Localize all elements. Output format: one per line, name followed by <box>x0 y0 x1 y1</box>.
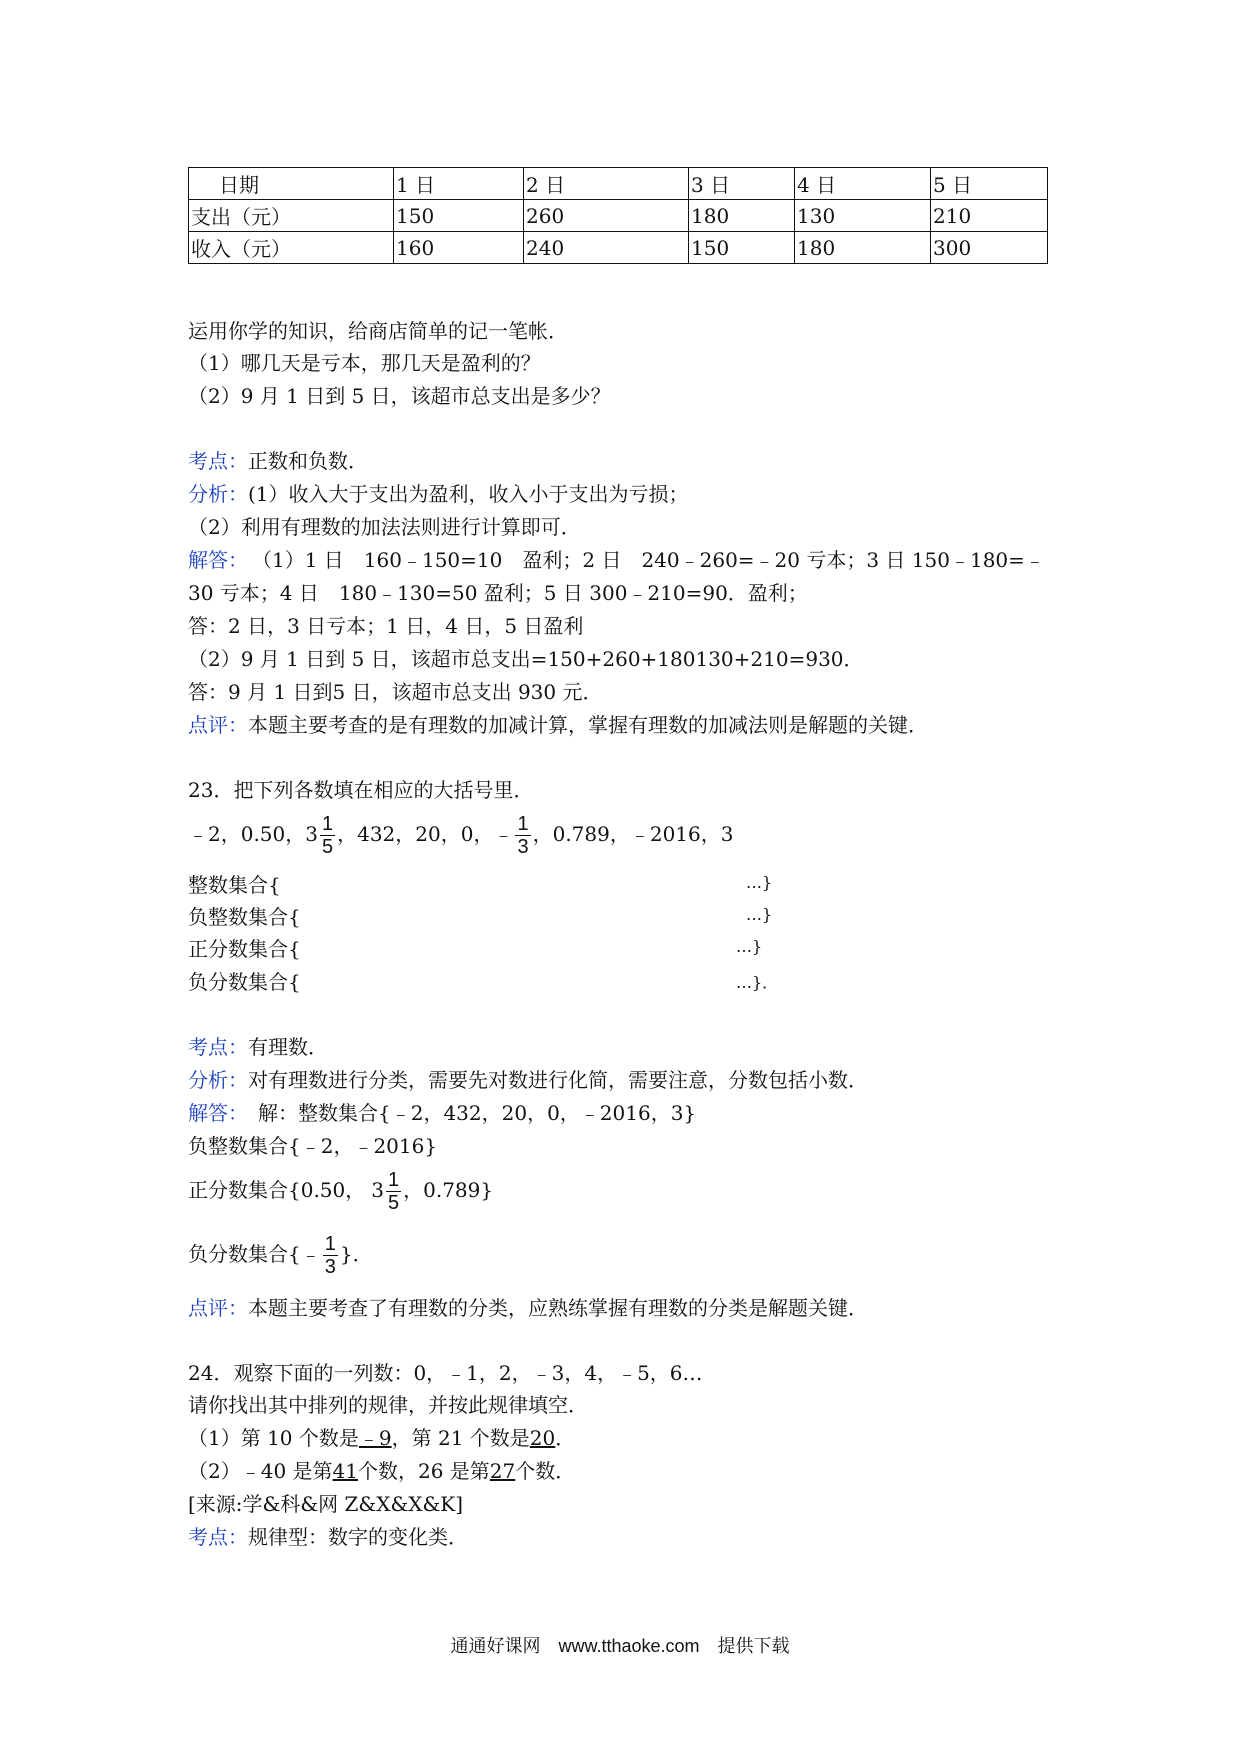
table-cell: 150 <box>394 200 524 232</box>
jieda-label: 解答： <box>188 1101 238 1125</box>
q24-part1 <box>188 1426 575 1450</box>
table-cell: 日期 <box>189 168 394 200</box>
q24-part2 <box>188 1459 575 1483</box>
table-cell: 180 <box>689 200 795 232</box>
table-cell: 210 <box>931 200 1048 232</box>
income-expense-table <box>188 167 1048 264</box>
numbers-part-a: ﹣2，0.50，3 <box>188 822 318 846</box>
q24-title: 24．观察下面的一列数：0，﹣1，2，﹣3，4，﹣5，6… <box>188 1361 703 1385</box>
table-cell: 240 <box>524 232 689 264</box>
q23-numbers <box>188 808 733 860</box>
table-cell: 2 日 <box>524 168 689 200</box>
part1-text-a: （1）第 10 个数是 <box>188 1426 359 1450</box>
answer-blank: ﹣9 <box>358 1426 392 1450</box>
jieda-4-part-a: 负分数集合{﹣ <box>188 1242 321 1266</box>
set-integers: 整数集合{ <box>188 873 281 897</box>
q24-intro: 请你找出其中排列的规律，并按此规律填空． <box>188 1393 588 1417</box>
q23-jieda-2: 负整数集合{﹣2，﹣2016} <box>188 1134 438 1158</box>
q22-dianping <box>188 713 928 737</box>
jieda-3-part-a: 正分数集合{0.50， <box>188 1178 366 1202</box>
jieda-text: 解：整数集合{﹣2，432，20，0，﹣2016，3} <box>238 1101 697 1125</box>
q22-fenxi-2: （2）利用有理数的加法法则进行计算即可． <box>188 515 581 539</box>
table-row <box>189 200 1048 232</box>
set-negative-integers: 负整数集合{ <box>188 905 301 929</box>
table-cell: 1 日 <box>394 168 524 200</box>
dianping-label: 点评： <box>188 1296 248 1320</box>
jieda-3-part-b: ，0.789} <box>403 1178 494 1202</box>
table-cell: 收入（元） <box>189 232 394 264</box>
q22-kaodian <box>188 449 368 473</box>
q22-fenxi <box>188 482 689 506</box>
kaodian-label: 考点： <box>188 1035 248 1059</box>
q22-answer-2: 答：9 月 1 日到5 日，该超市总支出 930 元． <box>188 680 603 704</box>
q23-jieda <box>188 1101 696 1125</box>
kaodian-label: 考点： <box>188 1525 248 1549</box>
q22-jieda-3: （2）9 月 1 日到 5 日，该超市总支出=150+260+180130+210=930． <box>188 647 864 671</box>
set-negative-fractions-end: …}． <box>736 973 779 992</box>
fenxi-label: 分析： <box>188 1068 248 1092</box>
fraction-one-fifth: $\frac{1}{5}$ <box>388 1169 400 1214</box>
page-footer: 通通好课网 www.tthaoke.com 提供下载 <box>450 1636 790 1656</box>
source-note: [来源:学&科&网 Z&X&X&K] <box>188 1492 464 1516</box>
part2-text-e: 个数． <box>515 1459 576 1483</box>
q22-jieda <box>188 548 1045 572</box>
part1-text-c: ，第 21 个数是 <box>391 1426 530 1450</box>
q23-dianping <box>188 1296 868 1320</box>
kaodian-text: 正数和负数． <box>248 449 368 473</box>
q23-jieda-3 <box>188 1164 493 1216</box>
kaodian-label: 考点： <box>188 449 248 473</box>
set-integers-end: …} <box>746 873 773 892</box>
table-cell: 3 日 <box>689 168 795 200</box>
set-negative-integers-end: …} <box>746 905 773 924</box>
dianping-text: 本题主要考查的是有理数的加减计算，掌握有理数的加减法则是解题的关键． <box>248 713 928 737</box>
dianping-label: 点评： <box>188 713 248 737</box>
set-positive-fractions-end: …} <box>736 937 763 956</box>
part1-text-e: ． <box>555 1426 576 1450</box>
table-cell: 5 日 <box>931 168 1048 200</box>
jieda-label: 解答： <box>188 548 248 572</box>
q23-title: 23．把下列各数填在相应的大括号里． <box>188 778 534 802</box>
answer-blank: 27 <box>489 1459 516 1483</box>
q24-kaodian <box>188 1525 468 1549</box>
q23-kaodian <box>188 1035 328 1059</box>
table-cell: 180 <box>795 232 931 264</box>
table-cell: 130 <box>795 200 931 232</box>
table-header-row <box>189 168 1048 200</box>
fenxi-text: 对有理数进行分类，需要先对数进行化简，需要注意，分数包括小数． <box>248 1068 868 1092</box>
set-positive-fractions: 正分数集合{ <box>188 937 301 961</box>
table-cell: 4 日 <box>795 168 931 200</box>
q23-jieda-4 <box>188 1228 373 1280</box>
fenxi-text: (1）收入大于支出为盈利，收入小于支出为亏损； <box>248 482 689 506</box>
answer-blank: 20 <box>529 1426 556 1450</box>
q22-jieda-2: 30 亏本；4 日 180﹣130=50 盈利；5 日 300﹣210=90．盈利； <box>188 581 808 605</box>
numbers-part-c: ，0.789，﹣2016，3 <box>532 822 734 846</box>
table-cell: 300 <box>931 232 1048 264</box>
q23-fenxi <box>188 1068 868 1092</box>
kaodian-text: 有理数． <box>248 1035 328 1059</box>
part2-text-a: （2）﹣40 是第 <box>188 1459 333 1483</box>
set-negative-fractions: 负分数集合{ <box>188 970 301 994</box>
numbers-part-b: ，432，20，0，﹣ <box>337 822 514 846</box>
q22-intro: 运用你学的知识，给商店简单的记一笔帐． <box>188 319 568 343</box>
kaodian-text: 规律型：数字的变化类． <box>248 1525 468 1549</box>
table-cell: 支出（元） <box>189 200 394 232</box>
q22-part1: （1）哪几天是亏本，那几天是盈利的？ <box>188 351 541 375</box>
table-row <box>189 232 1048 264</box>
part2-text-c: 个数，26 是第 <box>357 1459 490 1483</box>
fraction-one-third: $\frac{1}{3}$ <box>517 813 529 858</box>
mixed-number-whole: 3 <box>371 1178 384 1202</box>
q22-answer-1: 答：2 日，3 日亏本；1 日，4 日，5 日盈利 <box>188 614 584 638</box>
table-cell: 260 <box>524 200 689 232</box>
fraction-one-fifth: $\frac{1}{5}$ <box>321 813 334 858</box>
table-cell: 150 <box>689 232 795 264</box>
q22-part2: （2）9 月 1 日到 5 日，该超市总支出是多少？ <box>188 384 611 408</box>
dianping-text: 本题主要考查了有理数的分类，应熟练掌握有理数的分类是解题关键． <box>248 1296 868 1320</box>
jieda-4-part-b: }． <box>339 1242 373 1266</box>
fenxi-label: 分析： <box>188 482 248 506</box>
answer-blank: 41 <box>332 1459 358 1483</box>
fraction-one-third: $\frac{1}{3}$ <box>324 1233 336 1278</box>
table-cell: 160 <box>394 232 524 264</box>
jieda-text: （1）1 日 160﹣150=10 盈利；2 日 240﹣260=﹣20 亏本；3 日 150﹣180=﹣ <box>262 548 1045 572</box>
